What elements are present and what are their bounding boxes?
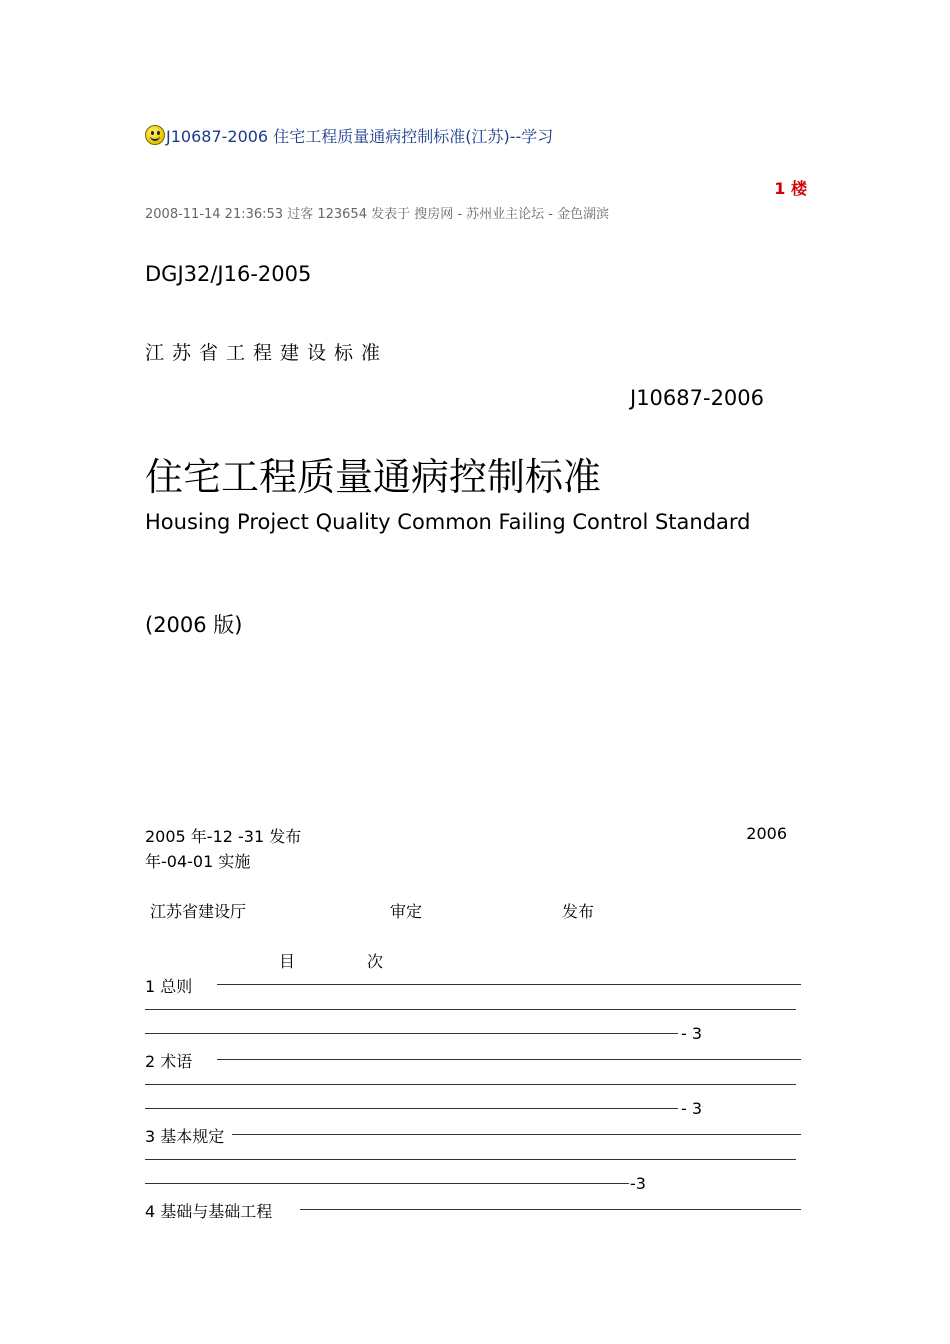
standard-number: DGJ32/J16-2005 [145,262,312,286]
toc-item-page: -3 [630,1174,646,1193]
post-meta: 2008-11-14 21:36:53 过客 123654 发表于 搜房网 - 苏州业主论坛 - 金色湖滨 [145,207,610,222]
document-title-en: Housing Project Quality Common Failing Control Standard [145,510,751,534]
toc-leader [145,1183,629,1184]
smiley-icon [145,125,165,145]
toc-leader [145,1033,678,1034]
toc-leader [217,1059,801,1060]
toc-item-label[interactable]: 3 基本规定 [145,1127,225,1146]
toc-leader [217,984,801,985]
post-title-text[interactable]: J10687-2006 住宅工程质量通病控制标准(江苏)--学习 [166,127,554,146]
toc-leader [145,1108,678,1109]
publish-label: 发布 [562,902,595,921]
toc-leader [145,1009,796,1010]
toc-leader [145,1159,796,1160]
document-title-cn: 住宅工程质量通病控制标准 [145,455,602,499]
date-row [145,824,787,847]
toc-leader [300,1209,801,1210]
toc-leader [232,1134,801,1135]
toc-item-label[interactable]: 2 术语 [145,1052,193,1071]
toc-item-label[interactable]: 4 基础与基础工程 [145,1202,273,1221]
province-standard: 江苏省工程建设标准 [145,342,389,364]
implementation-date: 年-04-01 实施 [145,852,251,871]
department: 江苏省建设厅 [150,902,247,921]
j-code: J10687-2006 [630,386,765,410]
toc-item-page: - 3 [681,1099,703,1118]
implementation-date-year: 2006 [746,824,787,843]
toc-heading-2: 次 [367,952,384,971]
issue-date: 2005 年-12 -31 发布 [145,827,302,846]
toc-item-page: - 3 [681,1024,703,1043]
toc-leader [145,1084,796,1085]
edition: (2006 版) [145,613,243,637]
review-label: 审定 [390,902,423,921]
post-title[interactable] [145,124,553,147]
toc-item-label[interactable]: 1 总则 [145,977,193,996]
toc-heading-1: 目 [279,952,296,971]
floor-label: 1 楼 [774,179,807,198]
